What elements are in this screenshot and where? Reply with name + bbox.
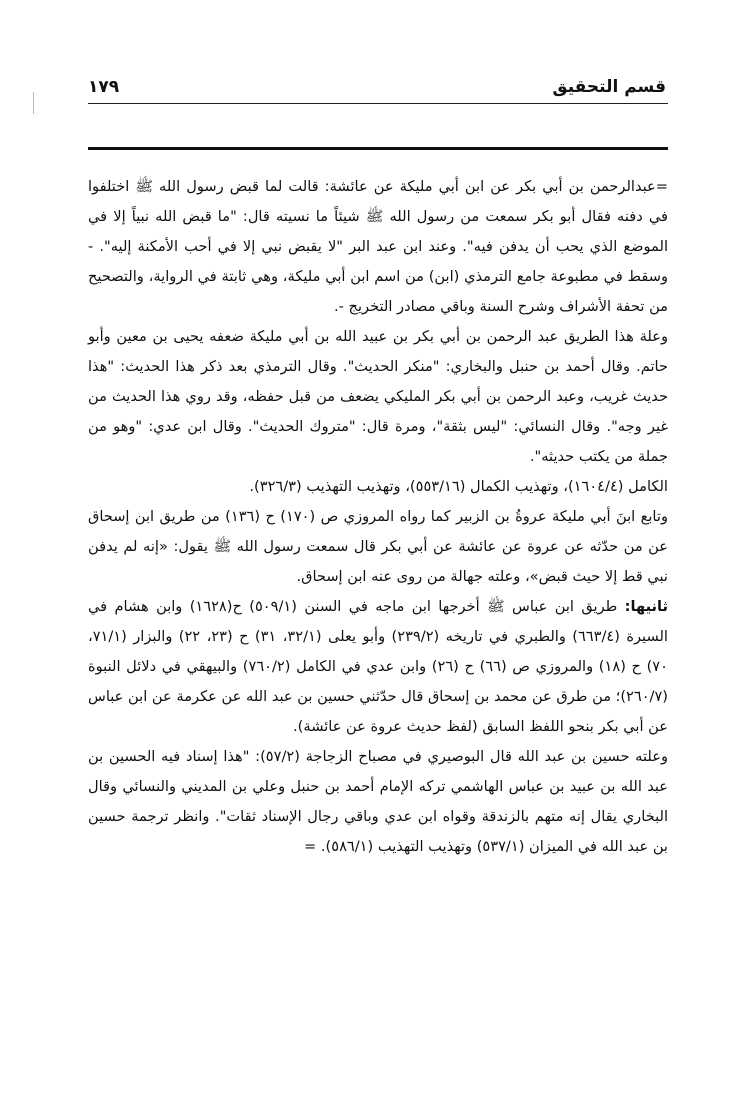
paragraph-text: =عبدالرحمن بن أبي بكر عن ابن أبي مليكة عن عائشة: قالت لما قبض رسول الله ﷺ اختلفوا في دفنه فقال أبو بكر سمعت من رسول الله ﷺ شيئاً ما نسيته قال: "ما قبض الله نبياً إلا في الموضع الذي يحب أن يدفن فيه". وعند ابن عبد البر "لا يقبض نبي إلا في أحب الأمكنة إليه". - وسقط في مطبوعة جامع الترمذي (ابن) من اسم ابن أبي مليكة، وهي ثابتة في الرواية، والتصحيح من تحفة الأشراف وشرح السنة وباقي مصادر التخريج -. [88, 178, 668, 315]
footnote-body [88, 172, 668, 862]
margin-mark [33, 92, 34, 114]
header-rule [88, 103, 668, 104]
paragraph [88, 322, 668, 472]
paragraph-text: وتابع ابنَ أبي مليكة عروةُ بن الزبير كما رواه المروزي ص (١٧٠) ح (١٣٦) من طريق ابن إسحاق عن من حدّثه عن عروة عن عائشة عن أبي بكر قال سمعت رسول الله ﷺ يقول: «إنه لم يدفن نبي قط إلا حيث قبض»، وعلته جهالة من روى عنه ابن إسحاق. [88, 508, 668, 585]
paragraph [88, 172, 668, 322]
paragraph-lead: ثانيها: [624, 598, 668, 615]
paragraph [88, 592, 668, 742]
paragraph [88, 472, 668, 502]
paragraph-text: طريق ابن عباس ﷺ أخرجها ابن ماجه في السنن (٥٠٩/١) ح(١٦٢٨) وابن هشام في السيرة (٦٦٣/٤) والطبري في تاريخه (٢٣٩/٢) وأبو يعلى (٣٢/١، ٣١) ح (٢٣، ٢٢) والبزار (٧١/١، ٧٠) ح (١٨) والمروزي ص (٦٦) ح (٢٦) وابن عدي في الكامل (٧٦٠/٢) والبيهقي في دلائل النبوة (٢٦٠/٧)؛ من طرق عن محمد بن إسحاق قال حدّثني حسين بن عبد الله عن عكرمة عن ابن عباس عن أبي بكر بنحو اللفظ السابق (لفظ حديث عروة عن عائشة). [88, 598, 668, 735]
section-title: قسم التحقيق [552, 77, 666, 97]
paragraph-text: الكامل (١٦٠٤/٤)، وتهذيب الكمال (٥٥٣/١٦)، وتهذيب التهذيب (٣٢٦/٣). [249, 478, 668, 495]
paragraph-text: وعلة هذا الطريق عبد الرحمن بن أبي بكر بن عبيد الله بن أبي مليكة ضعفه يحيى بن معين وأبو حاتم. وقال أحمد بن حنبل والبخاري: "منكر الحديث". وقال الترمذي بعد ذكر هذا الحديث: "هذا حديث غريب، وعبد الرحمن بن أبي بكر المليكي يضعف من قبل حفظه، وقد روي هذا الحديث من غير وجه". وقال النسائي: "ليس بثقة"، ومرة قال: "متروك الحديث". وقال ابن عدي: "وهو من جملة من يكتب حديثه". [88, 328, 668, 465]
paragraph-text: وعلته حسين بن عبد الله قال البوصيري في مصباح الزجاجة (٥٧/٢): "هذا إسناد فيه الحسين بن عبد الله بن عبيد بن عباس الهاشمي تركه الإمام أحمد بن حنبل وعلي بن المديني والنسائي وقال البخاري يقال إنه متهم بالزندقة وقواه ابن عدي وباقي رجال الإسناد ثقات". وانظر ترجمة حسين بن عبد الله في الميزان (٥٣٧/١) وتهذيب التهذيب (٥٨٦/١). = [88, 748, 668, 855]
page-header [88, 72, 666, 102]
footnote-separator [88, 147, 668, 150]
paragraph [88, 502, 668, 592]
page-number: ١٧٩ [88, 77, 120, 97]
paragraph [88, 742, 668, 862]
